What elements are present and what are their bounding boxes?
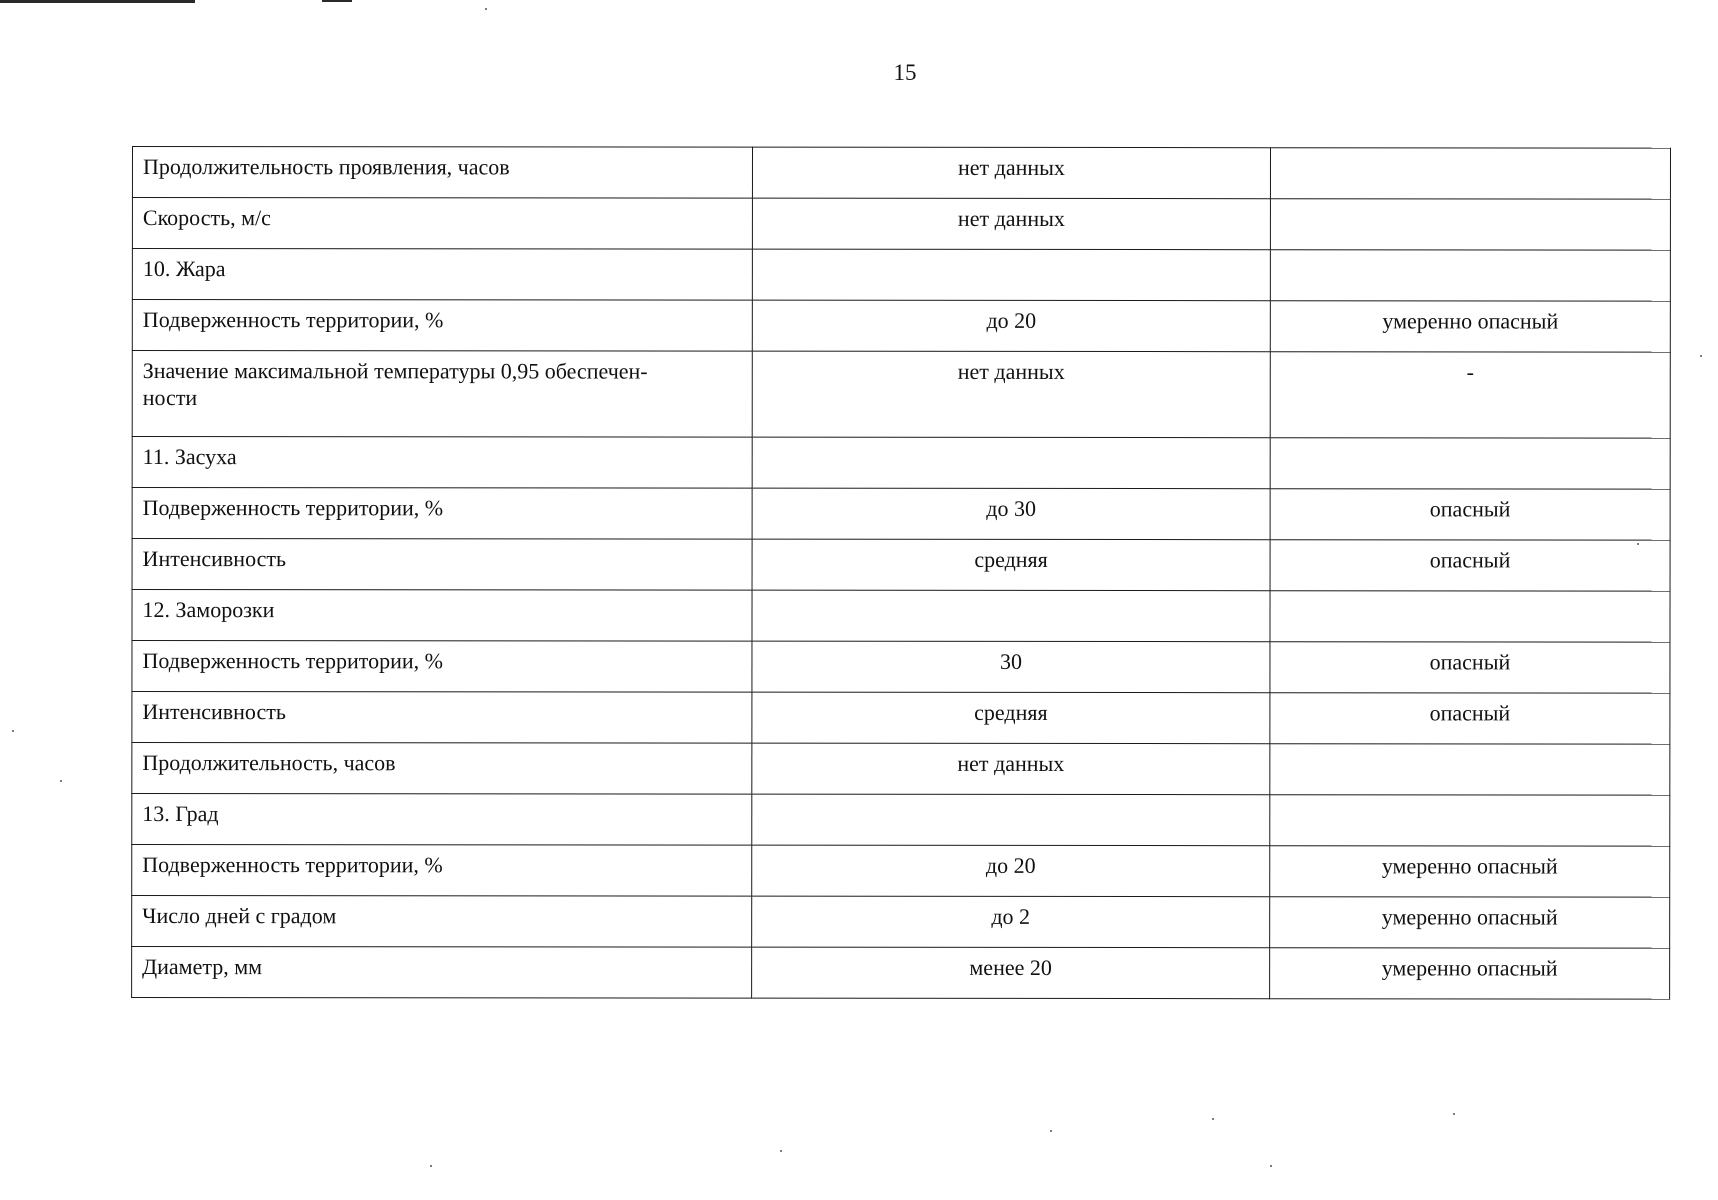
parameter-cell: Число дней с градом: [132, 896, 752, 948]
parameter-line: ности: [142, 385, 198, 411]
value-cell: до 2: [752, 896, 1270, 948]
parameter-line: Значение максимальной температуры 0,95 обеспечен-: [142, 358, 648, 384]
assessment-cell: [1270, 795, 1670, 846]
table-row: [132, 692, 1670, 745]
value-cell: нет данных: [752, 351, 1270, 438]
parameter-cell: Подверженность территории, %: [132, 845, 752, 897]
value-cell: до 20: [752, 845, 1270, 897]
parameter-cell: Продолжительность, часов: [132, 743, 752, 795]
scan-speck: [1050, 1130, 1052, 1132]
value-cell: [752, 590, 1270, 642]
parameter-cell: Продолжительность проявления, часов: [132, 147, 752, 199]
parameter-cell: Подверженность территории, %: [132, 488, 752, 540]
scan-speck: [12, 730, 14, 732]
scan-speck: [780, 1150, 782, 1152]
page-number: 15: [893, 60, 917, 85]
value-cell: [752, 437, 1270, 489]
parameter-cell: Интенсивность: [132, 539, 752, 591]
parameter-cell: [132, 351, 752, 438]
section-row: [132, 590, 1670, 643]
scan-speck: [1700, 355, 1702, 357]
assessment-cell: опасный: [1270, 489, 1670, 540]
scan-speck: [60, 780, 62, 782]
assessment-cell: [1270, 148, 1670, 199]
value-cell: нет данных: [752, 198, 1270, 250]
table-row: [132, 947, 1670, 1000]
section-row: [132, 437, 1670, 490]
table-row: [132, 198, 1670, 251]
value-cell: нет данных: [752, 147, 1270, 199]
assessment-cell: [1270, 199, 1670, 250]
table-row: [132, 488, 1670, 541]
parameter-cell: Подверженность территории, %: [132, 300, 752, 352]
scan-speck: [430, 1165, 432, 1167]
assessment-cell: [1270, 591, 1670, 642]
assessment-cell: [1270, 438, 1670, 489]
value-cell: средняя: [752, 539, 1270, 591]
value-cell: 30: [752, 641, 1270, 693]
value-cell: до 30: [752, 488, 1270, 540]
value-cell: менее 20: [752, 947, 1270, 999]
value-cell: средняя: [752, 692, 1270, 744]
table-row: [132, 300, 1670, 353]
scan-edge-mark: [322, 0, 352, 2]
parameter-cell: Диаметр, мм: [132, 947, 752, 999]
section-title-cell: 10. Жара: [132, 249, 752, 301]
table-row: [132, 147, 1670, 200]
parameter-cell: Скорость, м/с: [132, 198, 752, 250]
section-title-cell: 13. Град: [132, 794, 752, 846]
section-row: [132, 249, 1670, 302]
assessment-cell: умеренно опасный: [1270, 846, 1670, 897]
table-row: [132, 539, 1670, 592]
scan-speck: [1453, 1113, 1455, 1115]
table-row: [132, 896, 1670, 949]
section-title-cell: 11. Засуха: [132, 437, 752, 489]
scan-speck: [1270, 1165, 1272, 1167]
value-cell: [752, 249, 1270, 301]
parameter-cell: Подверженность территории, %: [132, 641, 752, 693]
scan-speck: [1637, 543, 1639, 545]
value-cell: до 20: [752, 300, 1270, 352]
section-title-cell: 12. Заморозки: [132, 590, 752, 642]
value-cell: нет данных: [752, 743, 1270, 795]
scan-speck: [1212, 1118, 1214, 1120]
assessment-cell: опасный: [1270, 540, 1670, 591]
assessment-cell: умеренно опасный: [1270, 301, 1670, 352]
parameter-cell: Интенсивность: [132, 692, 752, 744]
assessment-cell: умеренно опасный: [1270, 897, 1670, 948]
assessment-cell: опасный: [1270, 693, 1670, 744]
section-row: [132, 794, 1670, 847]
table-row: [132, 845, 1670, 898]
scan-edge-mark: [0, 0, 195, 3]
scan-speck: [485, 8, 487, 10]
assessment-cell: [1270, 744, 1670, 795]
assessment-cell: опасный: [1270, 642, 1670, 693]
table-row: [132, 743, 1670, 796]
assessment-cell: умеренно опасный: [1270, 948, 1670, 999]
value-cell: [752, 794, 1270, 846]
table-row: [132, 641, 1670, 694]
hazard-table: [131, 146, 1671, 1000]
assessment-cell: -: [1270, 352, 1670, 438]
table-row: [132, 351, 1670, 439]
assessment-cell: [1270, 250, 1670, 301]
